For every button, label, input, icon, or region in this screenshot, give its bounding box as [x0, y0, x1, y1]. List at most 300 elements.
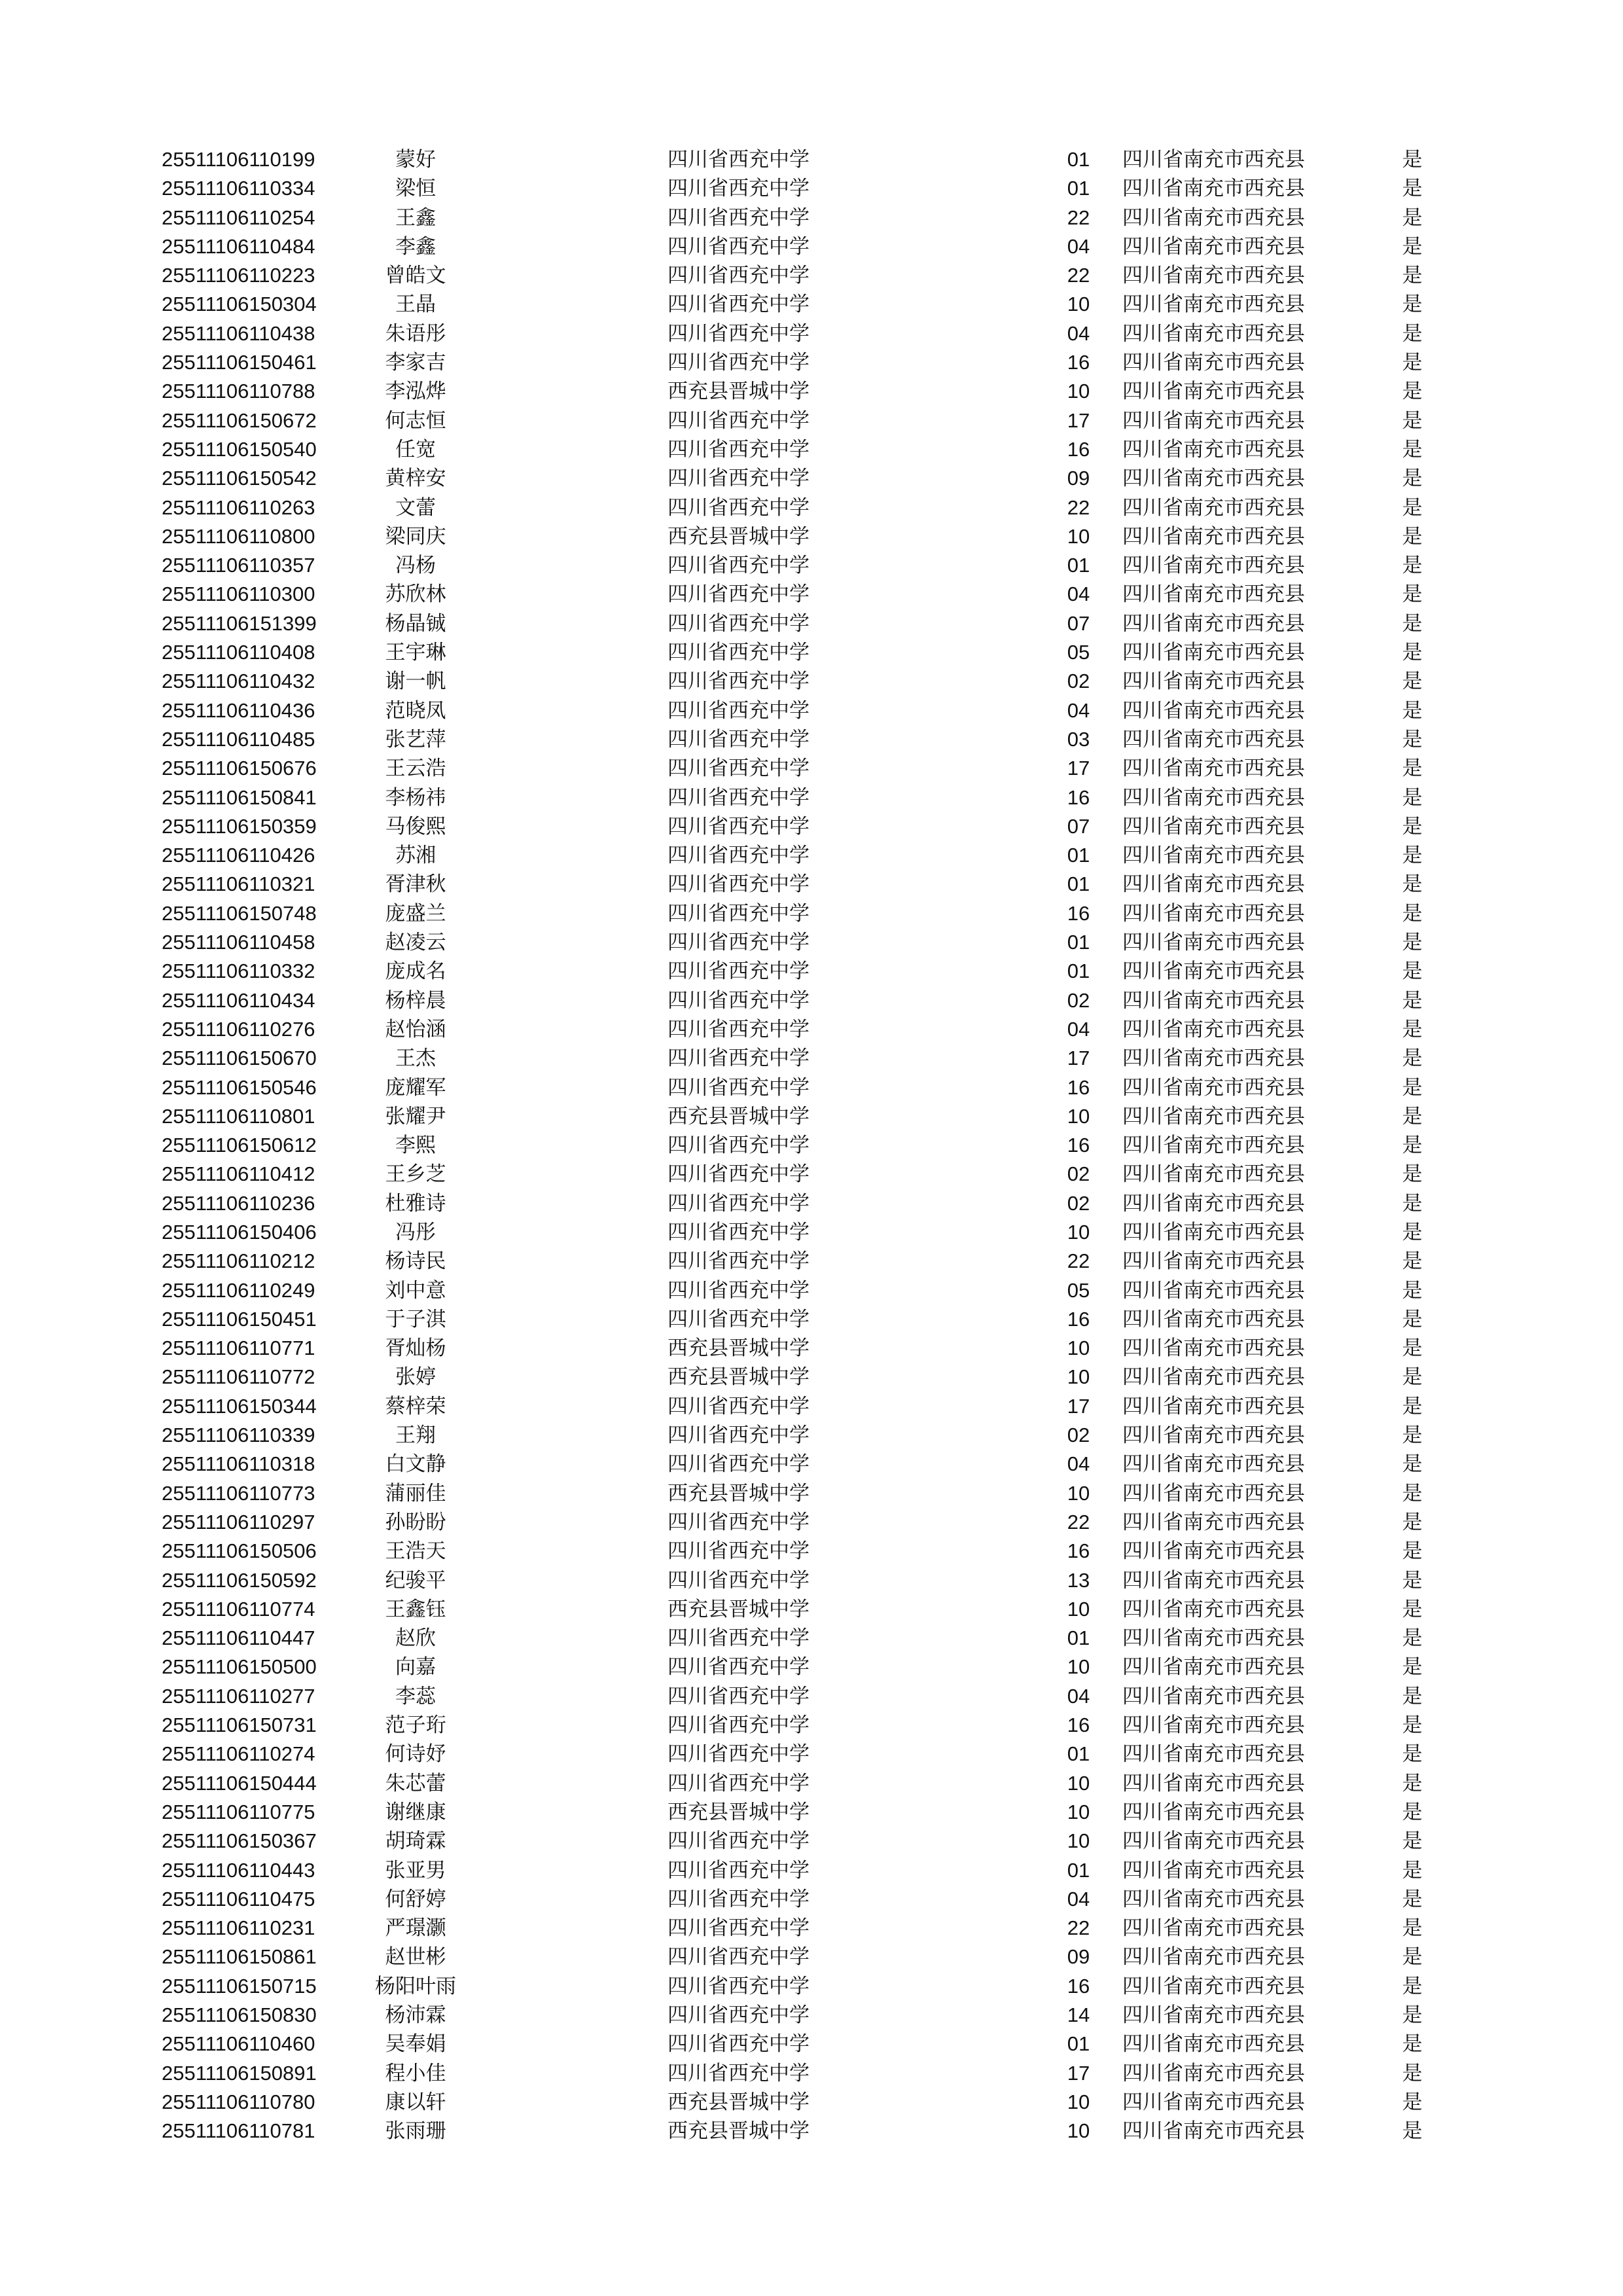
status-flag-cell: 是	[1402, 1858, 1423, 1882]
region-cell: 四川省南充市西充县	[1122, 234, 1305, 259]
table-row	[0, 1508, 1623, 1537]
school-cell: 四川省西充中学	[668, 727, 810, 751]
school-cell: 西充县晋城中学	[668, 1336, 810, 1361]
category-code-cell: 17	[1067, 2061, 1090, 2085]
school-cell: 四川省西充中学	[668, 1916, 810, 1941]
category-code-cell: 02	[1067, 1191, 1090, 1215]
status-flag-cell: 是	[1402, 148, 1423, 171]
student-id-cell: 25511106110263	[162, 495, 315, 519]
table-row	[0, 1972, 1623, 2001]
status-flag-cell: 是	[1402, 1104, 1423, 1128]
student-name-cell: 谢继康	[385, 1800, 446, 1824]
student-id-cell: 25511106110781	[162, 2119, 315, 2143]
table-row	[0, 2030, 1623, 2058]
table-row	[0, 1537, 1623, 1566]
category-code-cell: 17	[1067, 408, 1090, 432]
region-cell: 四川省南充市西充县	[1122, 1887, 1305, 1911]
student-id-cell: 25511106110484	[162, 234, 315, 258]
table-row	[0, 1711, 1623, 1740]
table-row	[0, 464, 1623, 493]
student-id-cell: 25511106110458	[162, 931, 315, 954]
table-row	[0, 1015, 1623, 1044]
status-flag-cell: 是	[1402, 1887, 1423, 1911]
table-row	[0, 899, 1623, 928]
school-cell: 四川省西充中学	[668, 1945, 810, 1969]
category-code-cell: 07	[1067, 814, 1090, 838]
student-name-cell: 张耀尹	[385, 1104, 446, 1128]
table-row	[0, 1421, 1623, 1450]
student-name-cell: 任宽	[395, 437, 436, 461]
region-cell: 四川省南充市西充县	[1122, 1626, 1305, 1651]
table-row	[0, 1914, 1623, 1943]
region-cell: 四川省南充市西充县	[1122, 1829, 1305, 1854]
school-cell: 四川省西充中学	[668, 264, 810, 288]
category-code-cell: 01	[1067, 960, 1090, 983]
student-name-cell: 杨沛霖	[385, 2003, 446, 2027]
region-cell: 四川省南充市西充县	[1122, 611, 1305, 636]
student-id-cell: 25511106110332	[162, 960, 315, 983]
category-code-cell: 10	[1067, 1771, 1090, 1795]
school-cell: 四川省西充中学	[668, 554, 810, 578]
status-flag-cell: 是	[1402, 380, 1423, 404]
status-flag-cell: 是	[1402, 1916, 1423, 1941]
table-row	[0, 1305, 1623, 1334]
student-name-cell: 李泓烨	[385, 380, 446, 404]
status-flag-cell: 是	[1402, 1307, 1423, 1331]
category-code-cell: 04	[1067, 321, 1090, 345]
region-cell: 四川省南充市西充县	[1122, 1655, 1305, 1679]
status-flag-cell: 是	[1402, 2061, 1423, 2085]
status-flag-cell: 是	[1402, 1047, 1423, 1071]
region-cell: 四川省南充市西充县	[1122, 901, 1305, 925]
school-cell: 西充县晋城中学	[668, 2119, 810, 2144]
table-row	[0, 261, 1623, 290]
status-flag-cell: 是	[1402, 727, 1423, 751]
region-cell: 四川省南充市西充县	[1122, 1539, 1305, 1564]
category-code-cell: 10	[1067, 524, 1090, 548]
status-flag-cell: 是	[1402, 1365, 1423, 1390]
category-code-cell: 14	[1067, 2003, 1090, 2026]
student-id-cell: 25511106110775	[162, 1800, 315, 1823]
table-row	[0, 551, 1623, 580]
region-cell: 四川省南充市西充县	[1122, 1075, 1305, 1100]
student-id-cell: 25511106110254	[162, 206, 315, 229]
table-row	[0, 1624, 1623, 1653]
student-name-cell: 胡琦霖	[385, 1829, 446, 1854]
table-row	[0, 1218, 1623, 1247]
table-row	[0, 638, 1623, 667]
student-id-cell: 25511106150451	[162, 1307, 317, 1331]
status-flag-cell: 是	[1402, 1742, 1423, 1767]
school-cell: 四川省西充中学	[668, 1191, 810, 1215]
category-code-cell: 07	[1067, 611, 1090, 635]
student-name-cell: 蔡梓荣	[385, 1394, 446, 1418]
region-cell: 四川省南充市西充县	[1122, 872, 1305, 897]
student-id-cell: 25511106110438	[162, 321, 315, 345]
student-id-cell: 25511106110774	[162, 1597, 315, 1621]
table-row	[0, 1769, 1623, 1798]
student-name-cell: 梁同庆	[385, 524, 446, 548]
status-flag-cell: 是	[1402, 1075, 1423, 1100]
category-code-cell: 16	[1067, 1974, 1090, 1998]
table-row	[0, 1131, 1623, 1160]
category-code-cell: 04	[1067, 698, 1090, 722]
status-flag-cell: 是	[1402, 1829, 1423, 1854]
region-cell: 四川省南充市西充县	[1122, 1916, 1305, 1941]
student-name-cell: 吴奉娟	[385, 2032, 446, 2056]
school-cell: 四川省西充中学	[668, 1249, 810, 1274]
status-flag-cell: 是	[1402, 1336, 1423, 1361]
status-flag-cell: 是	[1402, 1134, 1423, 1158]
region-cell: 四川省南充市西充县	[1122, 670, 1305, 694]
student-id-cell: 25511106110771	[162, 1336, 315, 1360]
category-code-cell: 22	[1067, 1249, 1090, 1273]
status-flag-cell: 是	[1402, 524, 1423, 548]
category-code-cell: 10	[1067, 1365, 1090, 1389]
school-cell: 四川省西充中学	[668, 177, 810, 201]
school-cell: 四川省西充中学	[668, 437, 810, 461]
student-name-cell: 赵欣	[395, 1626, 436, 1651]
student-name-cell: 梁恒	[395, 177, 436, 201]
school-cell: 四川省西充中学	[668, 206, 810, 230]
status-flag-cell: 是	[1402, 1191, 1423, 1215]
status-flag-cell: 是	[1402, 206, 1423, 230]
status-flag-cell: 是	[1402, 408, 1423, 433]
category-code-cell: 01	[1067, 1742, 1090, 1766]
table-row	[0, 232, 1623, 261]
category-code-cell: 16	[1067, 785, 1090, 809]
region-cell: 四川省南充市西充县	[1122, 467, 1305, 491]
status-flag-cell: 是	[1402, 611, 1423, 636]
student-name-cell: 苏欣林	[385, 583, 446, 607]
region-cell: 四川省南充市西充县	[1122, 1684, 1305, 1708]
table-row	[0, 1943, 1623, 1971]
student-name-cell: 蒲丽佳	[385, 1481, 446, 1505]
category-code-cell: 09	[1067, 1945, 1090, 1969]
student-id-cell: 25511106150500	[162, 1655, 317, 1679]
student-name-cell: 胥津秋	[385, 872, 446, 897]
school-cell: 四川省西充中学	[668, 1452, 810, 1477]
status-flag-cell: 是	[1402, 1974, 1423, 1998]
status-flag-cell: 是	[1402, 1394, 1423, 1418]
status-flag-cell: 是	[1402, 960, 1423, 984]
table-row	[0, 1392, 1623, 1421]
region-cell: 四川省南充市西充县	[1122, 931, 1305, 955]
student-name-cell: 何志恒	[385, 408, 446, 433]
student-name-cell: 朱语彤	[385, 321, 446, 346]
category-code-cell: 16	[1067, 1134, 1090, 1157]
student-name-cell: 王浩天	[385, 1539, 446, 1564]
student-name-cell: 蒙好	[395, 148, 436, 171]
school-cell: 四川省西充中学	[668, 1075, 810, 1100]
region-cell: 四川省南充市西充县	[1122, 960, 1305, 984]
admission-list-table	[0, 145, 1623, 2145]
region-cell: 四川省南充市西充县	[1122, 1104, 1305, 1128]
table-row	[0, 1856, 1623, 1885]
table-row	[0, 754, 1623, 783]
student-id-cell: 25511106151399	[162, 611, 317, 635]
school-cell: 四川省西充中学	[668, 1424, 810, 1448]
category-code-cell: 04	[1067, 1452, 1090, 1476]
student-name-cell: 庞成名	[385, 960, 446, 984]
table-row	[0, 1334, 1623, 1363]
student-name-cell: 王鑫	[395, 206, 436, 230]
school-cell: 四川省西充中学	[668, 872, 810, 897]
category-code-cell: 10	[1067, 2090, 1090, 2113]
table-row	[0, 290, 1623, 319]
region-cell: 四川省南充市西充县	[1122, 988, 1305, 1013]
school-cell: 西充县晋城中学	[668, 1365, 810, 1390]
student-id-cell: 25511106150367	[162, 1829, 317, 1853]
category-code-cell: 17	[1067, 1047, 1090, 1070]
school-cell: 四川省西充中学	[668, 1742, 810, 1767]
table-row	[0, 957, 1623, 986]
status-flag-cell: 是	[1402, 1684, 1423, 1708]
student-name-cell: 程小佳	[385, 2061, 446, 2085]
table-row	[0, 435, 1623, 464]
category-code-cell: 01	[1067, 554, 1090, 577]
student-name-cell: 王翔	[395, 1424, 436, 1448]
table-row	[0, 1276, 1623, 1305]
region-cell: 四川省南充市西充县	[1122, 524, 1305, 548]
status-flag-cell: 是	[1402, 1771, 1423, 1795]
status-flag-cell: 是	[1402, 1713, 1423, 1738]
table-row	[0, 609, 1623, 638]
student-name-cell: 范子珩	[385, 1713, 446, 1738]
category-code-cell: 03	[1067, 727, 1090, 751]
school-cell: 四川省西充中学	[668, 1887, 810, 1911]
student-name-cell: 王云浩	[385, 757, 446, 781]
region-cell: 四川省南充市西充县	[1122, 495, 1305, 520]
student-name-cell: 杜雅诗	[385, 1191, 446, 1215]
status-flag-cell: 是	[1402, 467, 1423, 491]
table-row	[0, 2117, 1623, 2145]
table-row	[0, 580, 1623, 609]
school-cell: 四川省西充中学	[668, 1162, 810, 1187]
status-flag-cell: 是	[1402, 177, 1423, 201]
student-name-cell: 何舒婷	[385, 1887, 446, 1911]
school-cell: 四川省西充中学	[668, 148, 810, 171]
table-row	[0, 841, 1623, 870]
status-flag-cell: 是	[1402, 2090, 1423, 2114]
student-id-cell: 25511106110780	[162, 2090, 315, 2113]
student-name-cell: 张亚男	[385, 1858, 446, 1882]
status-flag-cell: 是	[1402, 1249, 1423, 1274]
student-id-cell: 25511106150731	[162, 1713, 317, 1737]
student-id-cell: 25511106110447	[162, 1626, 315, 1650]
student-id-cell: 25511106150841	[162, 785, 317, 809]
status-flag-cell: 是	[1402, 1162, 1423, 1187]
school-cell: 四川省西充中学	[668, 2003, 810, 2027]
table-row	[0, 1595, 1623, 1624]
student-name-cell: 于子淇	[385, 1307, 446, 1331]
region-cell: 四川省南充市西充县	[1122, 2090, 1305, 2114]
student-name-cell: 张艺萍	[385, 727, 446, 751]
category-code-cell: 02	[1067, 1162, 1090, 1186]
status-flag-cell: 是	[1402, 2119, 1423, 2144]
table-row	[0, 1740, 1623, 1768]
student-name-cell: 冯杨	[395, 554, 436, 578]
region-cell: 四川省南充市西充县	[1122, 2119, 1305, 2144]
school-cell: 四川省西充中学	[668, 1626, 810, 1651]
school-cell: 四川省西充中学	[668, 467, 810, 491]
table-row	[0, 2001, 1623, 2030]
student-name-cell: 白文静	[385, 1452, 446, 1477]
region-cell: 四川省南充市西充县	[1122, 1771, 1305, 1795]
school-cell: 四川省西充中学	[668, 1510, 810, 1534]
student-name-cell: 李蕊	[395, 1684, 436, 1708]
student-id-cell: 25511106150891	[162, 2061, 317, 2085]
student-name-cell: 杨梓晨	[385, 988, 446, 1013]
school-cell: 西充县晋城中学	[668, 1597, 810, 1621]
student-name-cell: 文蕾	[395, 495, 436, 520]
student-name-cell: 范晓凤	[385, 698, 446, 723]
table-row	[0, 1160, 1623, 1189]
school-cell: 西充县晋城中学	[668, 524, 810, 548]
student-name-cell: 王晶	[395, 293, 436, 317]
status-flag-cell: 是	[1402, 901, 1423, 925]
student-id-cell: 25511106150676	[162, 757, 317, 780]
table-row	[0, 174, 1623, 203]
region-cell: 四川省南充市西充县	[1122, 148, 1305, 171]
status-flag-cell: 是	[1402, 1510, 1423, 1534]
student-name-cell: 纪骏平	[385, 1568, 446, 1592]
region-cell: 四川省南充市西充县	[1122, 1307, 1305, 1331]
student-name-cell: 张雨珊	[385, 2119, 446, 2144]
status-flag-cell: 是	[1402, 293, 1423, 317]
status-flag-cell: 是	[1402, 641, 1423, 665]
student-name-cell: 庞耀军	[385, 1075, 446, 1100]
category-code-cell: 01	[1067, 1626, 1090, 1650]
category-code-cell: 04	[1067, 583, 1090, 606]
student-id-cell: 25511106110357	[162, 554, 315, 577]
student-name-cell: 赵凌云	[385, 931, 446, 955]
status-flag-cell: 是	[1402, 1481, 1423, 1505]
student-name-cell: 曾皓文	[385, 264, 446, 288]
status-flag-cell: 是	[1402, 1655, 1423, 1679]
student-id-cell: 25511106110443	[162, 1858, 315, 1882]
school-cell: 西充县晋城中学	[668, 1800, 810, 1824]
student-name-cell: 康以轩	[385, 2090, 446, 2114]
student-name-cell: 谢一帆	[385, 670, 446, 694]
status-flag-cell: 是	[1402, 1452, 1423, 1477]
student-id-cell: 25511106150506	[162, 1539, 317, 1563]
region-cell: 四川省南充市西充县	[1122, 1162, 1305, 1187]
student-id-cell: 25511106110300	[162, 583, 315, 606]
table-row	[0, 1885, 1623, 1914]
status-flag-cell: 是	[1402, 698, 1423, 723]
school-cell: 四川省西充中学	[668, 670, 810, 694]
status-flag-cell: 是	[1402, 554, 1423, 578]
school-cell: 四川省西充中学	[668, 1684, 810, 1708]
school-cell: 四川省西充中学	[668, 321, 810, 346]
category-code-cell: 04	[1067, 1017, 1090, 1041]
region-cell: 四川省南充市西充县	[1122, 2032, 1305, 2056]
student-name-cell: 庞盛兰	[385, 901, 446, 925]
region-cell: 四川省南充市西充县	[1122, 698, 1305, 723]
table-row	[0, 145, 1623, 174]
category-code-cell: 16	[1067, 437, 1090, 461]
school-cell: 四川省西充中学	[668, 785, 810, 810]
category-code-cell: 10	[1067, 1655, 1090, 1679]
student-id-cell: 25511106150670	[162, 1047, 317, 1070]
region-cell: 四川省南充市西充县	[1122, 1974, 1305, 1998]
category-code-cell: 17	[1067, 1394, 1090, 1418]
region-cell: 四川省南充市西充县	[1122, 1220, 1305, 1244]
region-cell: 四川省南充市西充县	[1122, 1134, 1305, 1158]
region-cell: 四川省南充市西充县	[1122, 351, 1305, 375]
status-flag-cell: 是	[1402, 1424, 1423, 1448]
student-id-cell: 25511106110236	[162, 1191, 315, 1215]
status-flag-cell: 是	[1402, 1597, 1423, 1621]
table-row	[0, 1450, 1623, 1479]
table-row	[0, 204, 1623, 232]
category-code-cell: 04	[1067, 1887, 1090, 1910]
status-flag-cell: 是	[1402, 988, 1423, 1013]
student-id-cell: 25511106110800	[162, 524, 315, 548]
table-row	[0, 1363, 1623, 1391]
region-cell: 四川省南充市西充县	[1122, 264, 1305, 288]
status-flag-cell: 是	[1402, 1945, 1423, 1969]
school-cell: 四川省西充中学	[668, 2061, 810, 2085]
student-id-cell: 25511106110339	[162, 1424, 315, 1447]
student-id-cell: 25511106110801	[162, 1104, 315, 1128]
status-flag-cell: 是	[1402, 1626, 1423, 1651]
category-code-cell: 10	[1067, 1597, 1090, 1621]
student-id-cell: 25511106150861	[162, 1945, 317, 1969]
student-name-cell: 严璟灏	[385, 1916, 446, 1941]
student-id-cell: 25511106110788	[162, 380, 315, 403]
table-row	[0, 870, 1623, 899]
student-id-cell: 25511106150748	[162, 901, 317, 925]
table-row	[0, 812, 1623, 841]
table-row	[0, 1479, 1623, 1508]
category-code-cell: 10	[1067, 1336, 1090, 1360]
category-code-cell: 04	[1067, 1684, 1090, 1708]
student-id-cell: 25511106150542	[162, 467, 317, 490]
student-id-cell: 25511106110475	[162, 1887, 315, 1910]
student-id-cell: 25511106150344	[162, 1394, 317, 1418]
school-cell: 四川省西充中学	[668, 583, 810, 607]
student-id-cell: 25511106110432	[162, 670, 315, 693]
school-cell: 四川省西充中学	[668, 293, 810, 317]
school-cell: 西充县晋城中学	[668, 2090, 810, 2114]
school-cell: 四川省西充中学	[668, 844, 810, 868]
region-cell: 四川省南充市西充县	[1122, 293, 1305, 317]
category-code-cell: 22	[1067, 206, 1090, 229]
school-cell: 四川省西充中学	[668, 1858, 810, 1882]
category-code-cell: 05	[1067, 641, 1090, 664]
table-row	[0, 696, 1623, 725]
category-code-cell: 16	[1067, 1075, 1090, 1099]
region-cell: 四川省南充市西充县	[1122, 727, 1305, 751]
student-id-cell: 25511106110460	[162, 2032, 315, 2056]
status-flag-cell: 是	[1402, 844, 1423, 868]
region-cell: 四川省南充市西充县	[1122, 1365, 1305, 1390]
status-flag-cell: 是	[1402, 495, 1423, 520]
status-flag-cell: 是	[1402, 321, 1423, 346]
student-id-cell: 25511106110318	[162, 1452, 315, 1476]
student-name-cell: 杨阳叶雨	[375, 1974, 456, 1998]
table-row	[0, 1798, 1623, 1827]
school-cell: 四川省西充中学	[668, 1220, 810, 1244]
category-code-cell: 09	[1067, 467, 1090, 490]
table-row	[0, 319, 1623, 348]
table-row	[0, 2059, 1623, 2088]
student-name-cell: 李熙	[395, 1134, 436, 1158]
table-row	[0, 1073, 1623, 1102]
table-row	[0, 725, 1623, 754]
